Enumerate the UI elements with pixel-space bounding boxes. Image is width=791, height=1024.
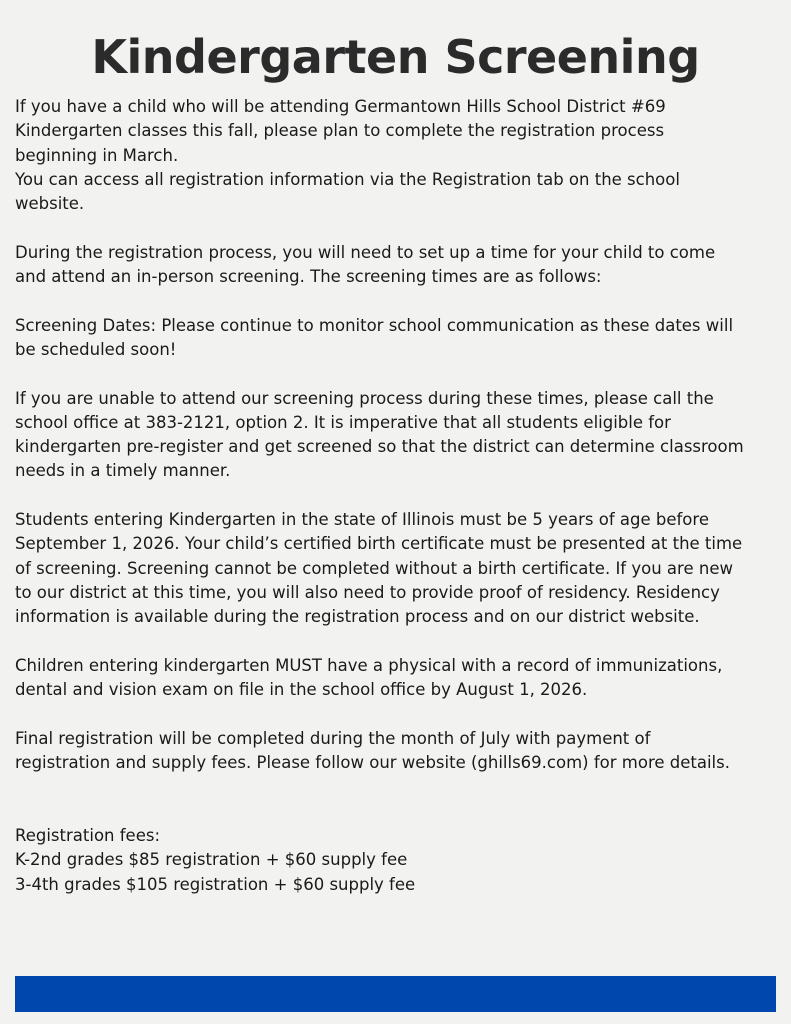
text-line: to our district at this time, you will also need to provide proof of residency. Residency bbox=[15, 582, 720, 602]
text-line: of screening. Screening cannot be completed without a birth certificate. If you are new bbox=[15, 558, 733, 578]
text-line: registration and supply fees. Please follow our website (ghills69.com) for more details. bbox=[15, 753, 730, 773]
text-line: be scheduled soon! bbox=[15, 339, 177, 359]
text-line: You can access all registration information via the Registration tab on the school bbox=[15, 169, 680, 189]
text-line: and attend an in-person screening. The screening times are as follows: bbox=[15, 267, 602, 287]
registration-fees bbox=[15, 824, 777, 897]
text-line: Children entering kindergarten MUST have a physical with a record of immunizations, bbox=[15, 655, 723, 675]
final-registration-paragraph bbox=[15, 727, 777, 776]
text-line: Kindergarten classes this fall, please plan to complete the registration process bbox=[15, 121, 665, 141]
text-line: beginning in March. bbox=[15, 145, 179, 165]
text-line: Final registration will be completed during the month of July with payment of bbox=[15, 728, 651, 748]
physical-exam-paragraph bbox=[15, 654, 777, 703]
spacer bbox=[15, 630, 777, 654]
intro-paragraph bbox=[15, 95, 777, 216]
spacer bbox=[15, 484, 777, 508]
spacer bbox=[15, 362, 777, 386]
spacer bbox=[15, 775, 777, 824]
text-line: If you are unable to attend our screening process during these times, please call the bbox=[15, 388, 714, 408]
eligibility-paragraph bbox=[15, 508, 777, 629]
text-line: If you have a child who will be attending Germantown Hills School District #69 bbox=[15, 97, 666, 116]
text-line: Screening Dates: Please continue to monitor school communication as these dates will bbox=[15, 315, 734, 335]
text-line: kindergarten pre-register and get screened so that the district can determine classroom bbox=[15, 437, 744, 457]
text-line: website. bbox=[15, 194, 85, 214]
text-line: Students entering Kindergarten in the state of Illinois must be 5 years of age before bbox=[15, 510, 709, 530]
text-line: information is available during the registration process and on our district website. bbox=[15, 607, 700, 627]
page-title: Kindergarten Screening bbox=[91, 30, 700, 84]
text-line: school office at 383-2121, option 2. It is imperative that all students eligible for bbox=[15, 412, 671, 432]
spacer bbox=[15, 216, 777, 240]
spacer bbox=[15, 702, 777, 726]
text-line: dental and vision exam on file in the school office by August 1, 2026. bbox=[15, 680, 588, 700]
document-body bbox=[15, 95, 777, 897]
unable-to-attend-paragraph bbox=[15, 387, 777, 484]
text-line: September 1, 2026. Your child’s certified birth certificate must be presented at the time bbox=[15, 534, 743, 554]
text-line: needs in a timely manner. bbox=[15, 461, 231, 481]
spacer bbox=[15, 289, 777, 313]
text-line: During the registration process, you will need to set up a time for your child to come bbox=[15, 242, 716, 262]
fee-row: 3-4th grades $105 registration + $60 supply fee bbox=[15, 874, 416, 894]
fee-row: K-2nd grades $85 registration + $60 supply fee bbox=[15, 850, 408, 870]
fees-heading: Registration fees: bbox=[15, 825, 161, 845]
screening-process-paragraph bbox=[15, 241, 777, 290]
screening-dates-paragraph bbox=[15, 314, 777, 363]
footer-bar bbox=[15, 976, 776, 1012]
